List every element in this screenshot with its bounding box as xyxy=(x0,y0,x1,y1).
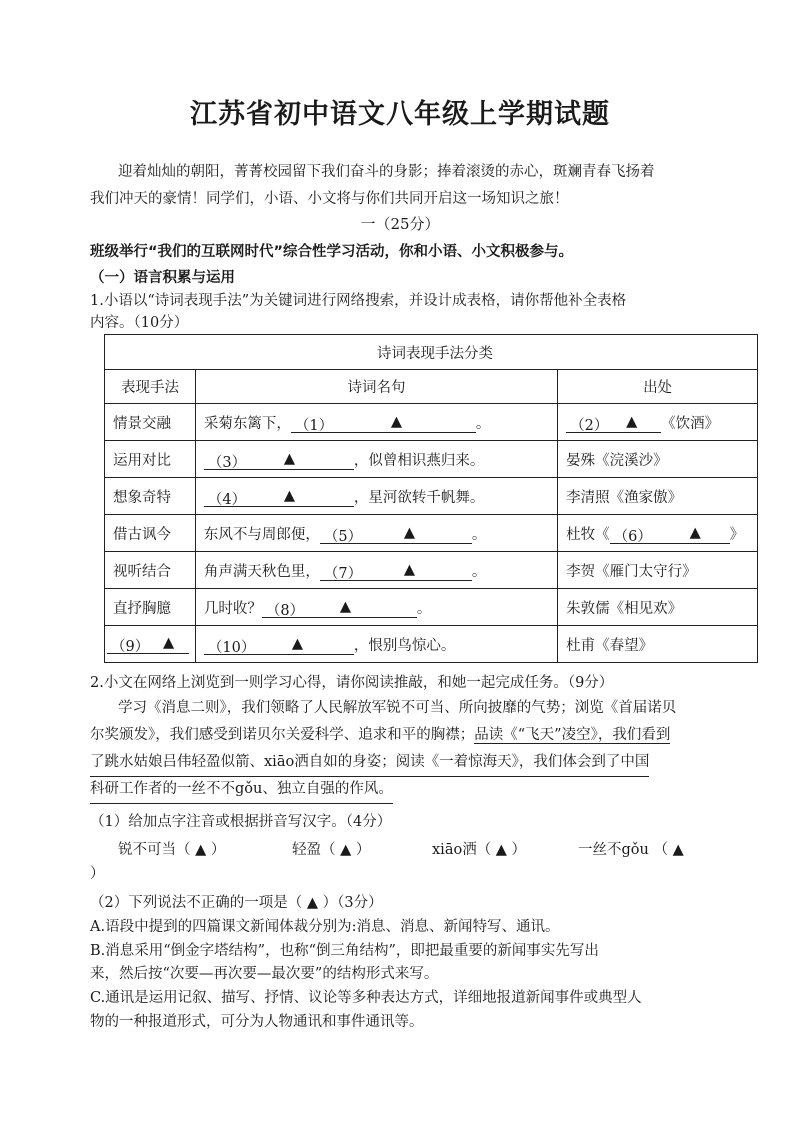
line-cell: 角声满天秋色里， （7） ▲ 。 xyxy=(195,552,557,589)
header-lines: 诗词名句 xyxy=(195,370,557,404)
section-heading: 一（25分） xyxy=(360,215,440,233)
option-c-line-1: C.通讯是运用记叙、描写、抒情、议论等多种表达方式，详细地报道新闻事件或典型人 xyxy=(90,990,642,1006)
passage-line-1: 学习《消息二则》，我们领略了人民解放军锐不可当、所向披靡的气势；浏览《首届诺贝 xyxy=(118,700,677,716)
poetry-techniques-table xyxy=(104,334,758,663)
pinyin-item-d-close: ） xyxy=(90,866,105,882)
intro-line-1: 迎着灿灿的朝阳，菁菁校园留下我们奋斗的身影；捧着滚烫的赤心，斑斓青春飞扬着 xyxy=(118,164,655,180)
answer-blank[interactable]: （6） ▲ xyxy=(610,525,730,544)
answer-blank[interactable]: （2） ▲ xyxy=(566,414,661,433)
table-row xyxy=(105,552,758,589)
method-cell: 视听结合 xyxy=(105,552,196,589)
table-row xyxy=(105,626,758,663)
method-cell: 运用对比 xyxy=(105,441,196,478)
option-b-line-1: B.消息采用“倒金字塔结构”，也称“倒三角结构”，即把最重要的新闻事实先写出 xyxy=(90,943,599,959)
source-cell: 杜甫《春望》 xyxy=(558,626,758,663)
table-row xyxy=(105,515,758,552)
answer-blank[interactable]: （4） ▲ xyxy=(204,488,354,507)
table-row xyxy=(105,404,758,441)
pinyin-item-b: 轻盈（ ▲ ） xyxy=(292,842,371,858)
answer-blank[interactable]: （7） ▲ xyxy=(320,562,472,581)
answer-blank[interactable]: （9） ▲ xyxy=(107,635,189,654)
question-1-line-1: 1.小语以“诗词表现手法”为关键词进行网络搜索，并设计成表格，请你帮他补全表格 xyxy=(90,293,627,309)
option-c-line-2: 物的一种报道形式，可分为人物通讯和事件通讯等。 xyxy=(90,1014,424,1030)
activity-heading: 班级举行“我们的互联网时代”综合性学习活动，你和小语、小文积极参与。 xyxy=(90,244,574,260)
passage-line-2: 尔奖颁发》，我们感受到诺贝尔关爱科学、追求和平的胸襟；品读《“飞天”凌空》，我们看到 xyxy=(90,727,671,743)
method-cell: 直抒胸臆 xyxy=(105,589,196,626)
source-cell: 晏殊《浣溪沙》 xyxy=(558,441,758,478)
source-cell: （2） ▲ 《饮酒》 xyxy=(558,404,758,441)
line-cell: （10） ▲ ，恨别鸟惊心。 xyxy=(195,626,557,663)
passage-line-4: 科研工作者的一丝不不gǒu、独立自强的作风。 xyxy=(90,776,393,804)
answer-blank[interactable]: （1） ▲ xyxy=(291,414,476,433)
source-cell: 杜牧《 （6） ▲ 》 xyxy=(558,515,758,552)
table-caption: 诗词表现手法分类 xyxy=(105,335,758,370)
answer-blank[interactable]: （8） ▲ xyxy=(262,599,417,618)
source-cell: 李清照《渔家傲》 xyxy=(558,478,758,515)
header-method: 表现手法 xyxy=(105,370,196,404)
line-cell: 几时收？ （8） ▲ 。 xyxy=(195,589,557,626)
source-cell: 朱敦儒《相见欢》 xyxy=(558,589,758,626)
table-row xyxy=(105,478,758,515)
pinyin-item-d: 一丝不gǒu （ ▲ xyxy=(578,842,684,858)
line-cell: （4） ▲ ，星河欲转千帆舞。 xyxy=(195,478,557,515)
sub-question-2: （2）下列说法不正确的一项是（ ▲ ）（3分） xyxy=(90,895,383,911)
sub-question-1: （1）给加点字注音或根据拼音写汉字。（4分） xyxy=(90,814,392,830)
line-cell: （3） ▲ ，似曾相识燕归来。 xyxy=(195,441,557,478)
method-cell: 借古讽今 xyxy=(105,515,196,552)
answer-blank[interactable]: （3） ▲ xyxy=(204,451,354,470)
question-1-line-2: 内容。（10分） xyxy=(90,315,189,331)
table-row xyxy=(105,589,758,626)
method-cell: 情景交融 xyxy=(105,404,196,441)
part-heading: （一）语言积累与运用 xyxy=(90,270,235,286)
answer-blank[interactable]: （5） ▲ xyxy=(320,525,472,544)
passage-line-3: 了跳水姑娘吕伟轻盈似箭、xiāo洒自如的身姿；阅读《一着惊海天》，我们体会到了中国 xyxy=(90,749,649,777)
page-title: 江苏省初中语文八年级上学期试题 xyxy=(190,99,610,130)
table-row xyxy=(105,441,758,478)
pinyin-item-a: 锐不可当（ ▲ ） xyxy=(118,842,226,858)
method-cell xyxy=(105,626,196,663)
intro-line-2: 我们冲天的豪情！同学们，小语、小文将与你们共同开启这一场知识之旅！ xyxy=(90,191,569,207)
pinyin-item-c: xiāo洒（ ▲ ） xyxy=(432,842,527,858)
underlined-phrase: 品读《“飞天”凌空》，我们看到 xyxy=(474,727,671,743)
question-2: 2.小文在网络上浏览到一则学习心得，请你阅读推敲，和她一起完成任务。（9分） xyxy=(90,675,614,691)
answer-blank[interactable]: （10） ▲ xyxy=(204,636,354,655)
line-cell: 采菊东篱下， （1） ▲ 。 xyxy=(195,404,557,441)
source-cell: 李贺《雁门太守行》 xyxy=(558,552,758,589)
header-source: 出处 xyxy=(558,370,758,404)
method-cell: 想象奇特 xyxy=(105,478,196,515)
option-b-line-2: 来，然后按“次要—再次要—最次要”的结构形式来写。 xyxy=(90,966,439,982)
option-a: A.语段中提到的四篇课文新闻体裁分别为:消息、消息、新闻特写、通讯。 xyxy=(90,919,560,935)
line-cell: 东风不与周郎便， （5） ▲ 。 xyxy=(195,515,557,552)
